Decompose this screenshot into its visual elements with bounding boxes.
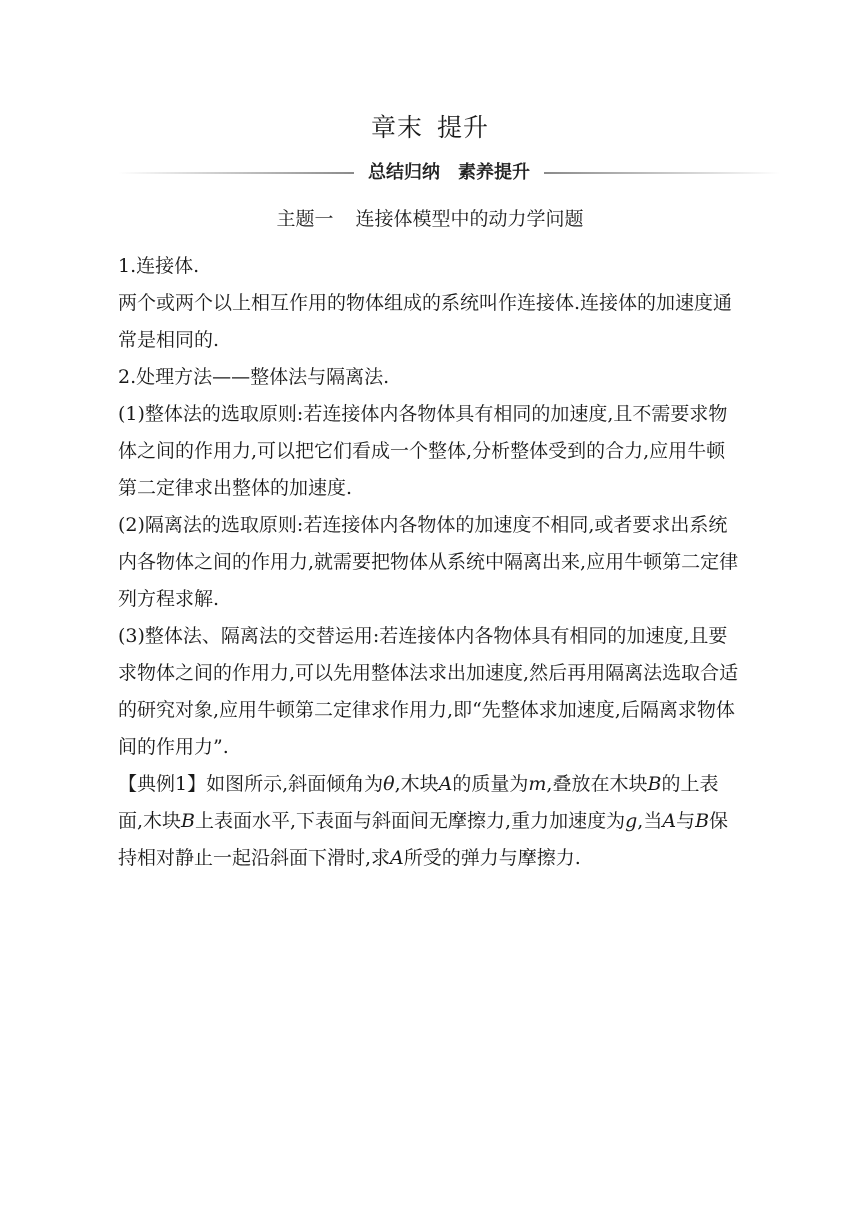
mass-symbol: m <box>528 773 547 795</box>
example-text: 保持相对静止一起沿斜面下滑时,求 <box>118 810 729 869</box>
banner-right-label: 素养提升 <box>458 162 530 183</box>
block-b-symbol: B <box>181 810 196 832</box>
method-paragraph-3: (3)整体法、隔离法的交替运用:若连接体内各物体具有相同的加速度,且要求物体之间的作用力,可以先用整体法求出加速度,然后再用隔离法选取合适的研究对象,应用牛顿第二定律求作用力,即“先整体求加速度,后隔离求物体间的作用力”. <box>118 625 739 758</box>
section-2-heading: 2.处理方法——整体法与隔离法. <box>118 366 390 388</box>
example-text: ,叠放在木块 <box>546 773 648 795</box>
example-text: ,当 <box>637 810 663 832</box>
gravity-symbol: g <box>625 810 638 832</box>
example-text: ,木块 <box>394 773 439 795</box>
example-tag: 【典例1】 <box>118 773 207 795</box>
example-text: 的质量为 <box>452 773 529 795</box>
example-text: 如图所示,斜面倾角为 <box>206 773 384 795</box>
example-problem <box>118 766 743 877</box>
block-a-symbol: A <box>390 847 404 869</box>
chapter-title-part-1: 章末 <box>370 113 423 142</box>
section-banner <box>118 158 780 188</box>
topic-title: 连接体模型中的动力学问题 <box>355 208 584 230</box>
section-1-heading: 1.连接体. <box>118 255 200 277</box>
block-b-symbol: B <box>647 773 662 795</box>
topic-heading <box>0 204 860 231</box>
section-1-body: 两个或两个以上相互作用的物体组成的系统叫作连接体.连接体的加速度通常是相同的. <box>118 292 733 351</box>
chapter-title <box>0 108 860 144</box>
example-text: 上表面水平,下表面与斜面间无摩擦力,重力加速度为 <box>195 810 626 832</box>
block-a-symbol: A <box>438 773 453 795</box>
theta-symbol: θ <box>383 773 395 795</box>
chapter-title-part-2: 提升 <box>437 113 490 142</box>
example-text: 所受的弹力与摩擦力. <box>403 847 581 869</box>
example-text: 的上表面,木块 <box>118 773 719 832</box>
banner-text <box>118 158 780 188</box>
method-paragraph-2: (2)隔离法的选取原则:若连接体内各物体的加速度不相同,或者要求出系统内各物体之间的作用力,就需要把物体从系统中隔离出来,应用牛顿第二定律列方程求解. <box>118 514 739 610</box>
body-text <box>118 248 743 877</box>
topic-label: 主题一 <box>276 208 334 230</box>
block-a-symbol: A <box>662 810 677 832</box>
method-paragraph-1: (1)整体法的选取原则:若连接体内各物体具有相同的加速度,且不需要求物体之间的作用力,可以把它们看成一个整体,分析整体受到的合力,应用牛顿第二定律求出整体的加速度. <box>118 403 728 499</box>
example-text: 与 <box>676 810 696 832</box>
block-b-symbol: B <box>695 810 710 832</box>
banner-left-label: 总结归纳 <box>368 162 440 183</box>
